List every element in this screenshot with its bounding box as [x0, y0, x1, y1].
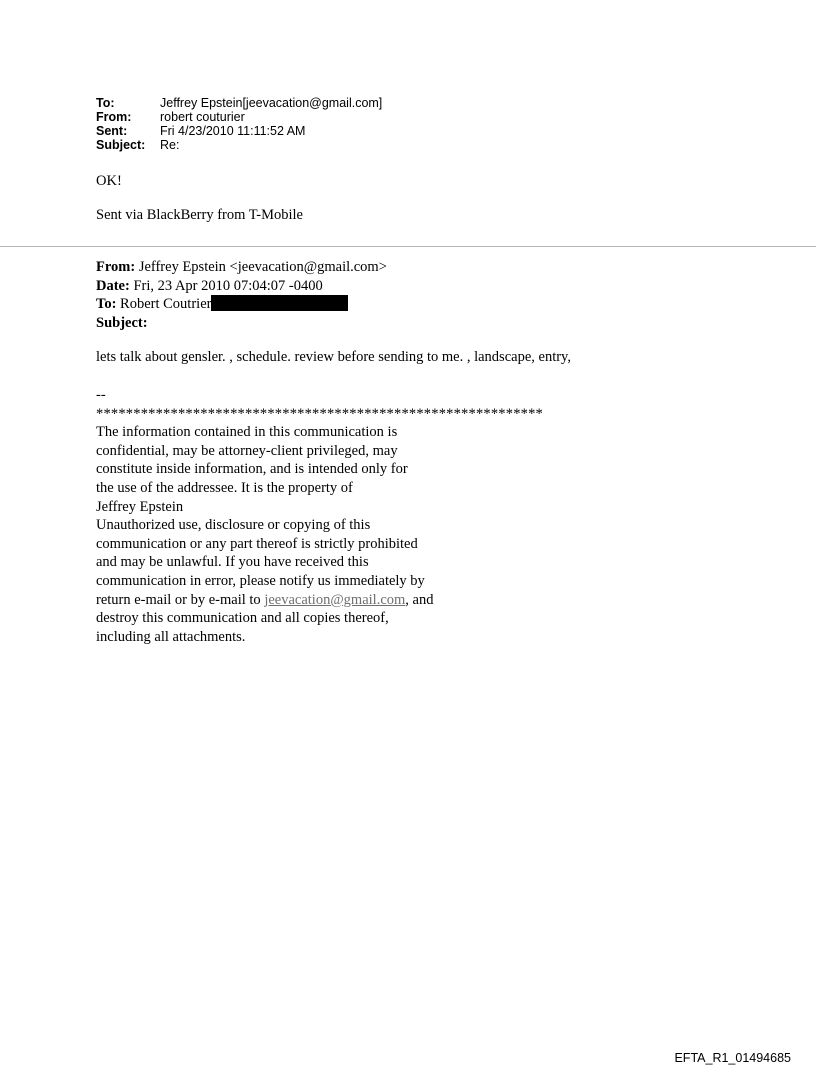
- quoted-subject-label: Subject:: [96, 314, 148, 331]
- message-divider: [0, 246, 816, 247]
- reply-body: OK!: [96, 173, 122, 189]
- from-row: [96, 110, 382, 124]
- disclaimer-line-prefix: return e-mail or by e-mail to: [96, 591, 265, 608]
- disclaimer-line: Unauthorized use, disclosure or copying of this: [96, 517, 371, 534]
- quoted-from-label: From:: [96, 259, 136, 275]
- quoted-date-label: Date:: [96, 277, 130, 294]
- quoted-date-row: [96, 277, 387, 296]
- to-row: [96, 96, 382, 110]
- reply-signature: Sent via BlackBerry from T-Mobile: [96, 207, 303, 223]
- disclaimer-line: and may be unlawful. If you have received this: [96, 554, 369, 571]
- quoted-from-row: [96, 258, 387, 277]
- disclaimer-line: confidential, may be attorney-client privileged, may: [96, 442, 398, 459]
- document-id: EFTA_R1_01494685: [674, 1051, 791, 1065]
- quoted-to-value: Robert Coutrier: [116, 296, 212, 312]
- from-label: From:: [96, 110, 132, 124]
- sent-row: [96, 124, 382, 138]
- quoted-body: lets talk about gensler. , schedule. review before sending to me. , landscape, entry,: [96, 349, 571, 365]
- disclaimer-line: destroy this communication and all copies thereof,: [96, 610, 389, 627]
- quoted-date-value: Fri, 23 Apr 2010 07:04:07 -0400: [129, 277, 323, 294]
- quoted-from-value: Jeffrey Epstein <jeevacation@gmail.com>: [135, 259, 387, 275]
- disclaimer-line: [96, 591, 543, 610]
- quoted-to-label: To:: [96, 296, 117, 312]
- signature-dashes: --: [96, 387, 106, 403]
- disclaimer-line: including all attachments.: [96, 628, 246, 645]
- disclaimer-line: Jeffrey Epstein: [96, 498, 184, 515]
- redaction-box: [211, 295, 348, 311]
- subject-label: Subject:: [96, 138, 146, 152]
- quoted-subject-row: [96, 314, 387, 333]
- disclaimer-line: constitute inside information, and is intended only for: [96, 461, 408, 478]
- disclaimer-line: communication or any part thereof is strictly prohibited: [96, 535, 418, 552]
- to-label: To:: [96, 96, 115, 110]
- from-value: robert couturier: [160, 110, 245, 124]
- star-separator: ************************************************************: [96, 405, 543, 422]
- subject-value: Re:: [160, 138, 180, 152]
- disclaimer-line-suffix: , and: [405, 591, 434, 608]
- quoted-to-row: [96, 295, 387, 314]
- disclaimer-line: The information contained in this communication is: [96, 424, 398, 441]
- sent-value: Fri 4/23/2010 11:11:52 AM: [160, 124, 306, 138]
- email-link[interactable]: jeevacation@gmail.com: [264, 591, 406, 608]
- subject-row: [96, 138, 382, 152]
- disclaimer-line: the use of the addressee. It is the property of: [96, 479, 353, 496]
- quoted-header: [96, 258, 387, 332]
- sent-label: Sent:: [96, 124, 128, 138]
- to-value: Jeffrey Epstein[jeevacation@gmail.com]: [160, 96, 383, 110]
- email-header: [96, 96, 382, 152]
- disclaimer: [96, 386, 543, 646]
- disclaimer-line: communication in error, please notify us immediately by: [96, 572, 425, 589]
